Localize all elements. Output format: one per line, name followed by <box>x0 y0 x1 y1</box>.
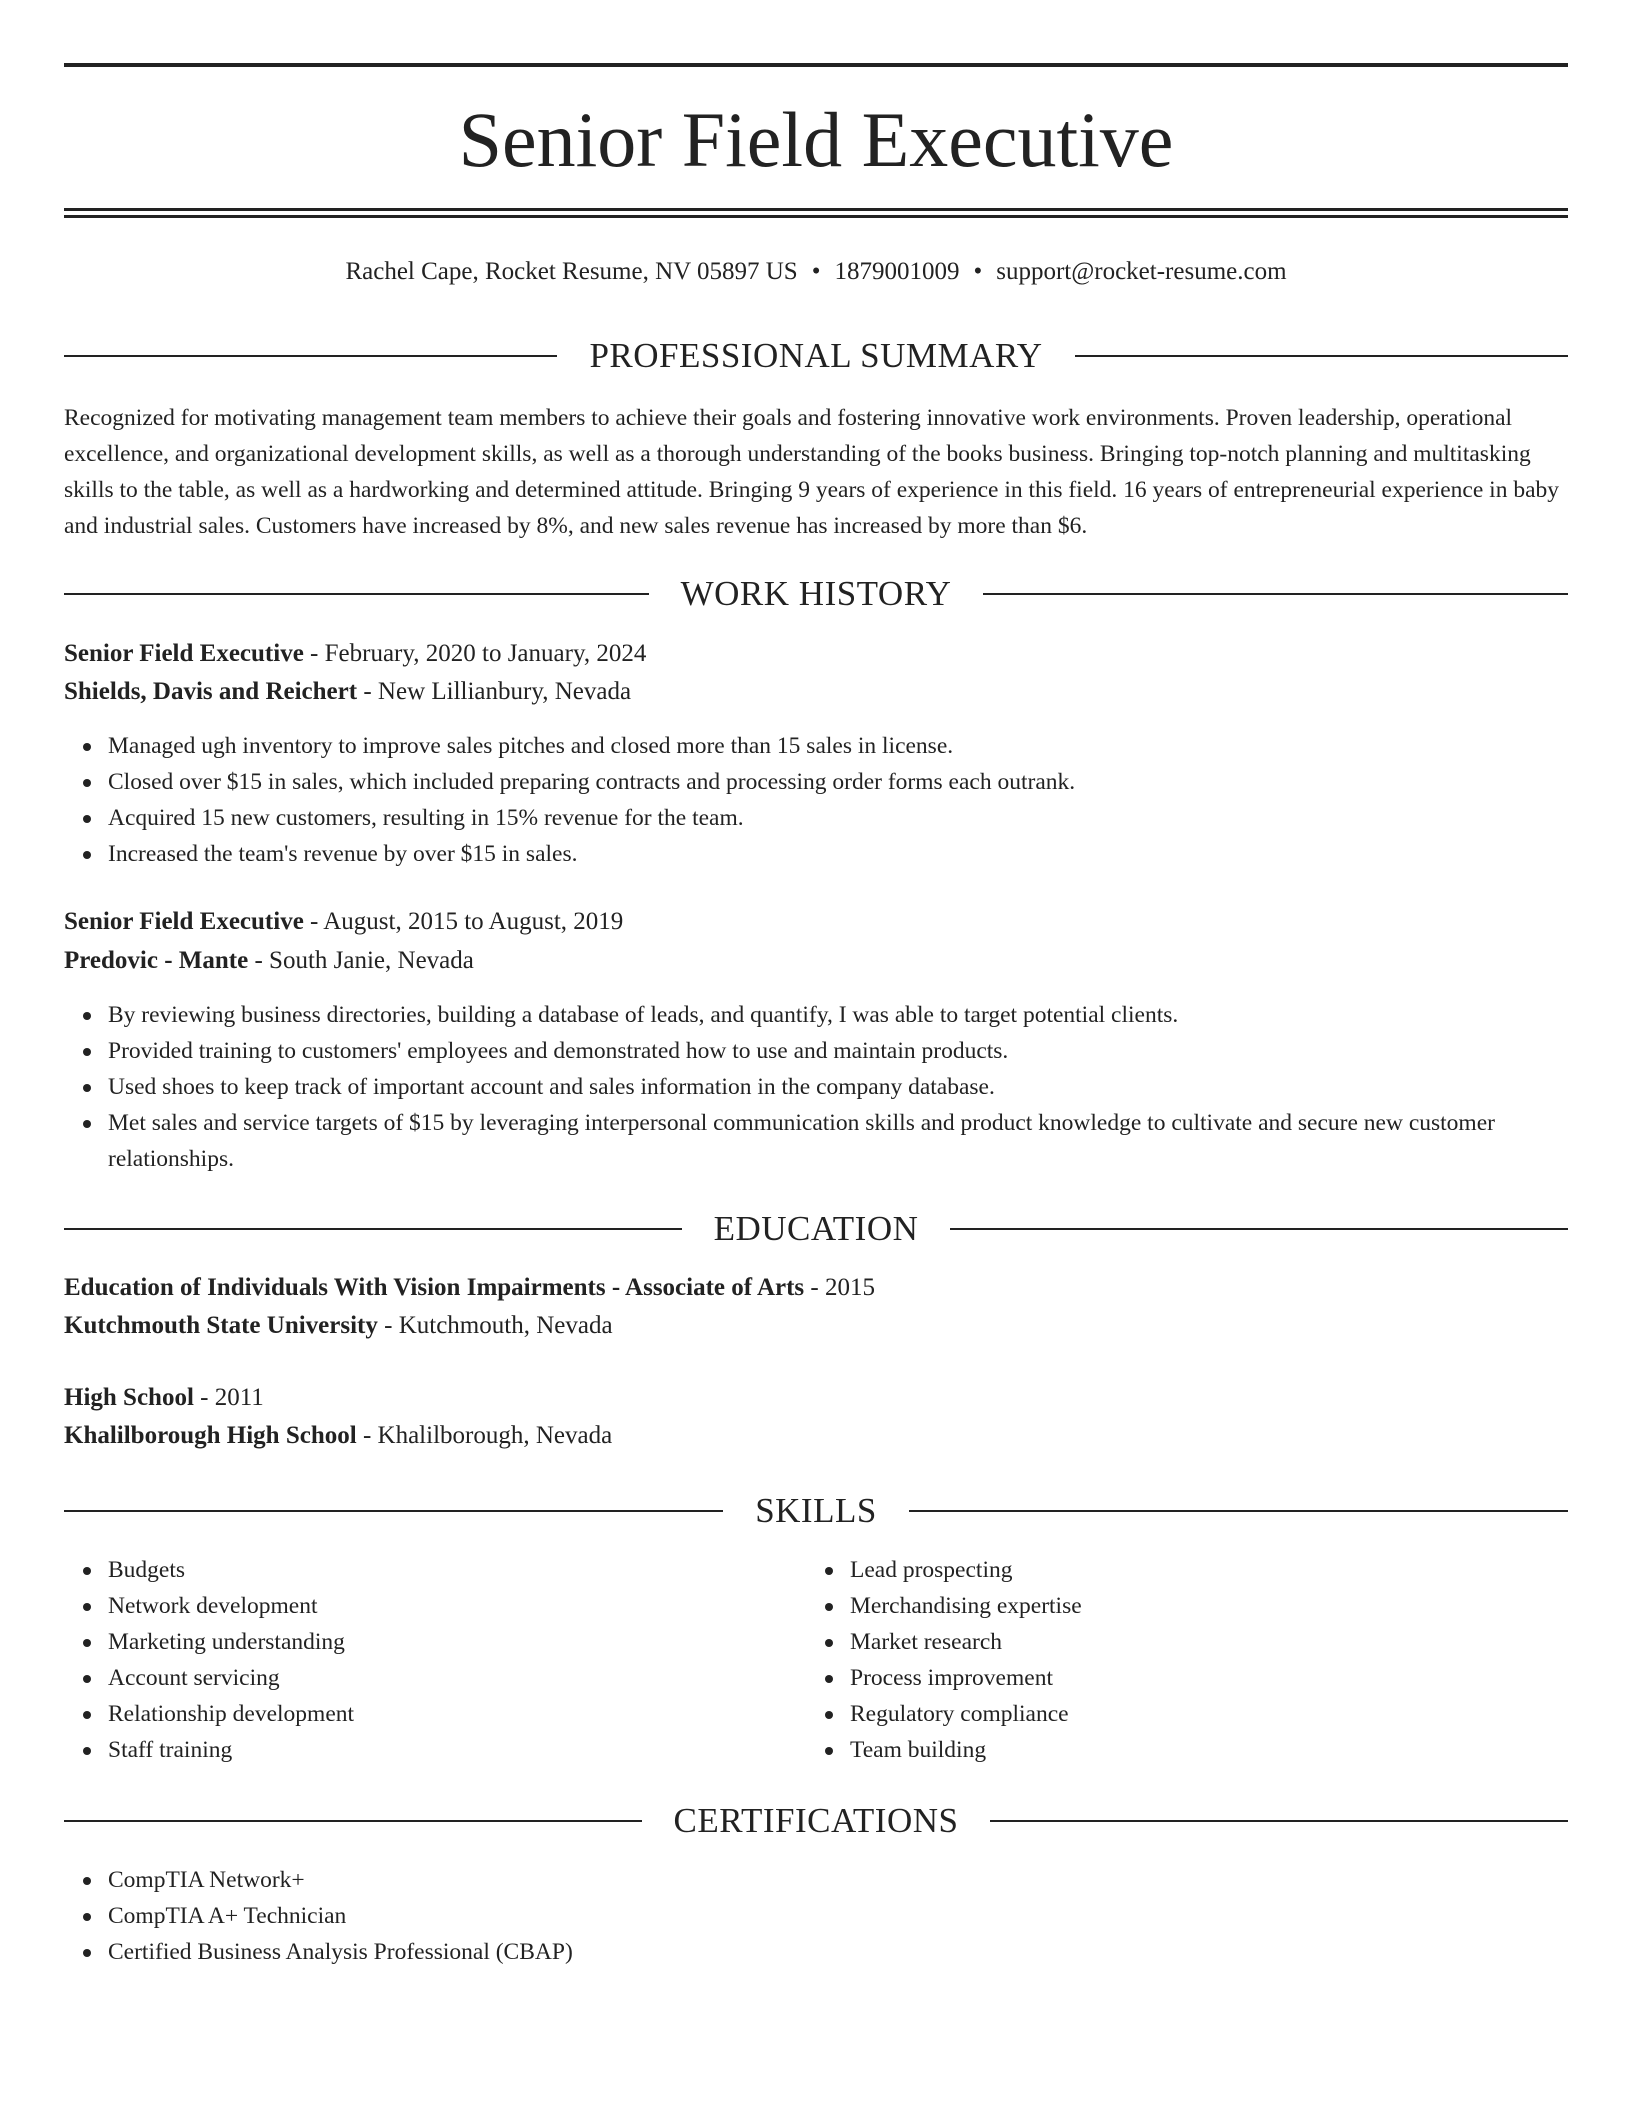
skill-item: Relationship development <box>108 1696 1612 1732</box>
skill-item: Market research <box>850 1624 1632 1660</box>
heading-rule <box>1075 355 1568 357</box>
job-company-line <box>64 943 1568 979</box>
skill-item: Marketing understanding <box>108 1624 1612 1660</box>
education-location: - Khalilborough, Nevada <box>356 1422 613 1449</box>
education-degree-line <box>64 1270 1568 1306</box>
heading-rule <box>950 1228 1568 1230</box>
contact-email: support@rocket-resume.com <box>996 258 1287 285</box>
heading-rule <box>64 1820 642 1822</box>
heading-rule <box>64 593 649 595</box>
education-degree-line <box>64 1380 1568 1416</box>
heading-rule <box>983 593 1568 595</box>
list-item: By reviewing business directories, building a database of leads, and quantify, I was able to target potential clients. <box>108 997 1612 1033</box>
education-degree: High School <box>64 1384 194 1411</box>
job-title-line <box>64 904 1568 940</box>
list-item: Acquired 15 new customers, resulting in 15% revenue for the team. <box>108 800 1612 836</box>
section-title-skills: SKILLS <box>755 1491 877 1530</box>
job-location: - New Lillianbury, Nevada <box>357 678 632 705</box>
title-double-rule <box>64 208 1568 218</box>
section-heading-education <box>64 1207 1568 1251</box>
education-school-line <box>64 1308 1568 1344</box>
skills-list-right <box>806 1552 1632 1768</box>
education-year: - 2015 <box>804 1274 875 1301</box>
certification-item: CompTIA Network+ <box>108 1862 1612 1898</box>
section-title-summary: PROFESSIONAL SUMMARY <box>589 336 1043 375</box>
job-title-line <box>64 636 1568 672</box>
contact-line <box>64 254 1568 290</box>
education-school: Khalilborough High School <box>64 1422 357 1449</box>
education-school-line <box>64 1418 1568 1454</box>
job-bullets <box>64 997 1612 1177</box>
job-role: Senior Field Executive <box>64 908 304 935</box>
skill-item: Staff training <box>108 1732 1612 1768</box>
heading-rule <box>64 1510 723 1512</box>
heading-rule <box>990 1820 1568 1822</box>
resume-title: Senior Field Executive <box>458 96 1174 183</box>
certification-item: CompTIA A+ Technician <box>108 1898 1612 1934</box>
section-heading-certifications <box>64 1799 1568 1843</box>
list-item: Met sales and service targets of $15 by leveraging interpersonal communication skills and product knowledge to cultivate and secure new customer relationships. <box>108 1105 1612 1177</box>
section-heading-summary <box>64 334 1568 378</box>
top-rule <box>64 63 1568 67</box>
contact-address: Rachel Cape, Rocket Resume, NV 05897 US <box>345 258 798 285</box>
skill-item: Process improvement <box>850 1660 1632 1696</box>
skill-item: Merchandising expertise <box>850 1588 1632 1624</box>
education-year: - 2011 <box>193 1384 264 1411</box>
skill-item: Regulatory compliance <box>850 1696 1632 1732</box>
skill-item: Budgets <box>108 1552 1612 1588</box>
section-heading-work <box>64 572 1568 616</box>
skill-item: Account servicing <box>108 1660 1612 1696</box>
list-item: Provided training to customers' employees and demonstrated how to use and maintain products. <box>108 1033 1612 1069</box>
section-title-education: EDUCATION <box>713 1209 919 1248</box>
list-item: Closed over $15 in sales, which included preparing contracts and processing order forms each outrank. <box>108 764 1612 800</box>
education-school: Kutchmouth State University <box>64 1312 378 1339</box>
heading-rule <box>909 1510 1568 1512</box>
job-company: Shields, Davis and Reichert <box>64 678 358 705</box>
job-location: - South Janie, Nevada <box>248 947 474 974</box>
education-degree: Education of Individuals With Vision Impairments - Associate of Arts <box>64 1274 805 1301</box>
list-item: Used shoes to keep track of important account and sales information in the company database. <box>108 1069 1612 1105</box>
list-item: Increased the team's revenue by over $15 in sales. <box>108 836 1612 872</box>
section-title-work: WORK HISTORY <box>680 574 952 613</box>
list-item: Managed ugh inventory to improve sales pitches and closed more than 15 sales in license. <box>108 728 1612 764</box>
skill-item: Team building <box>850 1732 1632 1768</box>
job-company: Predovic - Mante <box>64 947 249 974</box>
education-location: - Kutchmouth, Nevada <box>377 1312 613 1339</box>
job-bullets <box>64 728 1612 872</box>
contact-separator: • <box>811 258 821 285</box>
job-dates: - February, 2020 to January, 2024 <box>303 640 647 667</box>
section-heading-skills <box>64 1489 1568 1533</box>
skill-item: Network development <box>108 1588 1612 1624</box>
job-dates: - August, 2015 to August, 2019 <box>303 908 624 935</box>
certification-item: Certified Business Analysis Professional (CBAP) <box>108 1934 1612 1970</box>
certifications-list <box>64 1862 1612 1970</box>
job-company-line <box>64 674 1568 710</box>
heading-rule <box>64 355 557 357</box>
heading-rule <box>64 1228 682 1230</box>
skill-item: Lead prospecting <box>850 1552 1632 1588</box>
section-title-certifications: CERTIFICATIONS <box>673 1801 959 1840</box>
contact-phone: 1879001009 <box>834 258 960 285</box>
contact-separator: • <box>973 258 983 285</box>
job-role: Senior Field Executive <box>64 640 304 667</box>
summary-text: Recognized for motivating management team members to achieve their goals and fostering innovative work environments. Proven leadership, operational excellence, and organizational development skills, as well as a thorough understanding of the books business. Bringing top-notch planning and multitasking skills to the table, as well as a hardworking and determined attitude. Bringing 9 years of experience in this field. 16 years of entrepreneurial experience in baby and industrial sales. Customers have increased by 8%, and new sales revenue has increased by more than $6. <box>64 405 1560 539</box>
